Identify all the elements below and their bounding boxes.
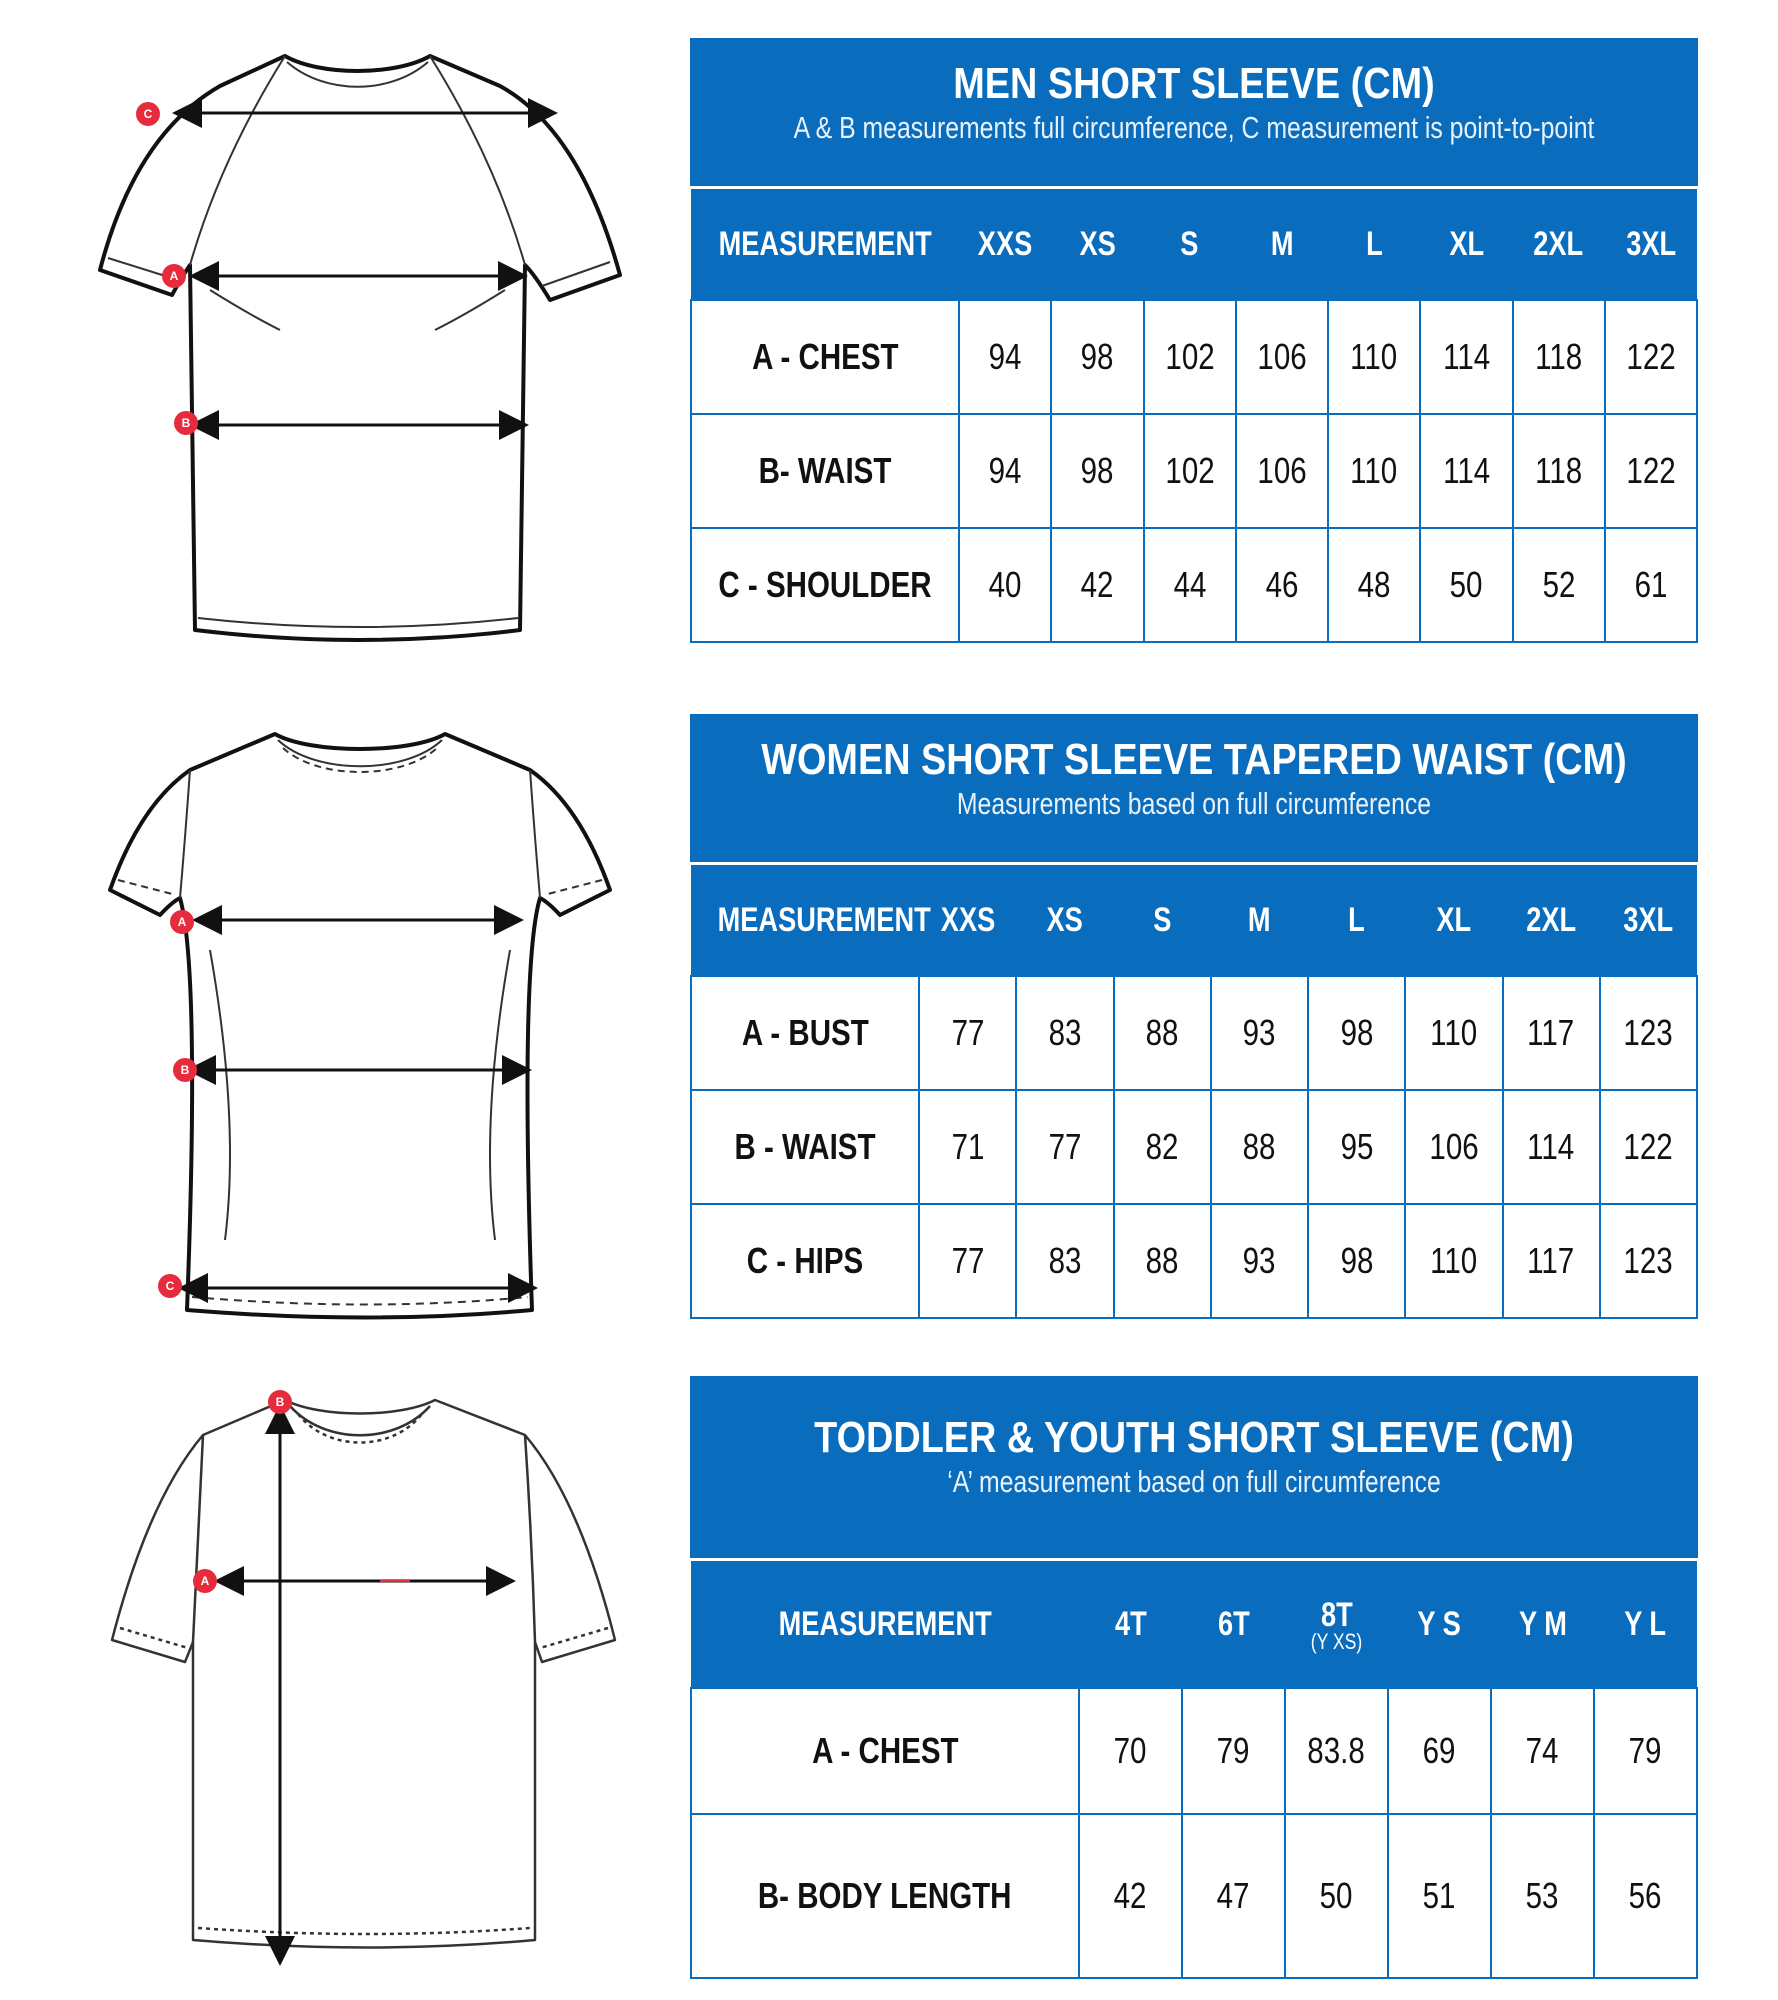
table-cell: 44 xyxy=(1144,528,1236,642)
table-cell: 42 xyxy=(1079,1814,1182,1978)
table-cell: 122 xyxy=(1605,414,1697,528)
chart-subtitle: ‘A’ measurement based on full circumference xyxy=(947,1464,1441,1499)
row-label: B- WAIST xyxy=(691,414,959,528)
table-cell: 82 xyxy=(1114,1090,1211,1204)
column-header: XS xyxy=(1051,189,1143,300)
table-cell: 117 xyxy=(1503,1204,1600,1318)
table-cell: 118 xyxy=(1513,300,1605,414)
table-cell: 95 xyxy=(1308,1090,1405,1204)
table-cell: 106 xyxy=(1236,414,1328,528)
column-header: M xyxy=(1236,189,1328,300)
table-cell: 61 xyxy=(1605,528,1697,642)
table-cell: 48 xyxy=(1328,528,1420,642)
marker-b: B xyxy=(180,1063,190,1077)
row-label: C - HIPS xyxy=(691,1204,919,1318)
table-cell: 123 xyxy=(1600,1204,1697,1318)
womens-tapered-tshirt-figure xyxy=(80,720,640,1340)
header-row xyxy=(691,189,1697,300)
table-cell: 110 xyxy=(1328,414,1420,528)
mens-raglan-tshirt-figure xyxy=(80,40,640,670)
column-header: MEASUREMENT xyxy=(691,1561,1079,1688)
table-cell: 40 xyxy=(959,528,1051,642)
marker-b: B xyxy=(181,416,191,430)
table-row xyxy=(691,414,1697,528)
women-size-chart xyxy=(690,714,1698,1319)
chart-subtitle: A & B measurements full circumference, C measurement is point-to-point xyxy=(793,110,1595,145)
column-header: Y M xyxy=(1491,1561,1594,1688)
column-header: S xyxy=(1144,189,1236,300)
table-cell: 77 xyxy=(1016,1090,1113,1204)
column-header: M xyxy=(1211,865,1308,976)
chart-title: WOMEN SHORT SLEEVE TAPERED WAIST (CM) xyxy=(761,735,1627,784)
column-header: L xyxy=(1328,189,1420,300)
table-cell: 102 xyxy=(1144,300,1236,414)
table-cell: 98 xyxy=(1051,300,1143,414)
table-cell: 47 xyxy=(1182,1814,1285,1978)
header-row xyxy=(691,865,1697,976)
chart-title: MEN SHORT SLEEVE (CM) xyxy=(953,59,1435,108)
table-cell: 114 xyxy=(1503,1090,1600,1204)
column-header: XL xyxy=(1420,189,1512,300)
row-label: A - BUST xyxy=(691,976,919,1090)
table-cell: 110 xyxy=(1405,1204,1502,1318)
chart-subtitle: Measurements based on full circumference xyxy=(956,786,1432,821)
column-header: Y L xyxy=(1594,1561,1697,1688)
chart-header xyxy=(690,714,1698,862)
marker-a: A xyxy=(200,1574,210,1588)
marker-c: C xyxy=(143,107,153,121)
row-label: A - CHEST xyxy=(691,1688,1079,1814)
table-cell: 94 xyxy=(959,300,1051,414)
row-label: B - WAIST xyxy=(691,1090,919,1204)
table-row xyxy=(691,1688,1697,1814)
table-cell: 98 xyxy=(1308,1204,1405,1318)
table-cell: 50 xyxy=(1285,1814,1388,1978)
table-cell: 79 xyxy=(1182,1688,1285,1814)
table-cell: 77 xyxy=(919,976,1016,1090)
table-cell: 53 xyxy=(1491,1814,1594,1978)
table-row xyxy=(691,300,1697,414)
table-cell: 110 xyxy=(1405,976,1502,1090)
table-cell: 122 xyxy=(1600,1090,1697,1204)
table-cell: 110 xyxy=(1328,300,1420,414)
size-table xyxy=(690,865,1698,1319)
womens-tapered-tshirt-icon xyxy=(80,720,640,1340)
table-cell: 94 xyxy=(959,414,1051,528)
table-cell: 123 xyxy=(1600,976,1697,1090)
column-header: L xyxy=(1308,865,1405,976)
table-cell: 42 xyxy=(1051,528,1143,642)
youth-tshirt-icon xyxy=(80,1380,640,1980)
men-size-chart xyxy=(690,38,1698,643)
mens-raglan-tshirt-icon xyxy=(80,40,640,670)
marker-a: A xyxy=(169,269,179,283)
table-cell: 69 xyxy=(1388,1688,1491,1814)
column-header: S xyxy=(1114,865,1211,976)
column-header: XS xyxy=(1016,865,1113,976)
table-cell: 98 xyxy=(1051,414,1143,528)
table-cell: 117 xyxy=(1503,976,1600,1090)
table-cell: 88 xyxy=(1211,1090,1308,1204)
table-cell: 122 xyxy=(1605,300,1697,414)
table-cell: 52 xyxy=(1513,528,1605,642)
table-cell: 56 xyxy=(1594,1814,1697,1978)
table-cell: 83.8 xyxy=(1285,1688,1388,1814)
table-cell: 77 xyxy=(919,1204,1016,1318)
table-row xyxy=(691,1814,1697,1978)
marker-c: C xyxy=(165,1279,175,1293)
column-note: (Y XS) xyxy=(1310,1628,1363,1654)
table-cell: 88 xyxy=(1114,1204,1211,1318)
table-cell: 74 xyxy=(1491,1688,1594,1814)
table-cell: 83 xyxy=(1016,976,1113,1090)
table-row xyxy=(691,976,1697,1090)
table-cell: 114 xyxy=(1420,300,1512,414)
table-cell: 106 xyxy=(1236,300,1328,414)
table-cell: 83 xyxy=(1016,1204,1113,1318)
column-header: 2XL xyxy=(1513,189,1605,300)
table-row xyxy=(691,1090,1697,1204)
column-header: XXS xyxy=(919,865,1016,976)
column-header: 4T xyxy=(1079,1561,1182,1688)
size-table xyxy=(690,189,1698,643)
chart-header xyxy=(690,1376,1698,1558)
marker-a: A xyxy=(177,915,187,929)
column-header: Y S xyxy=(1388,1561,1491,1688)
table-cell: 102 xyxy=(1144,414,1236,528)
column-header: 6T xyxy=(1182,1561,1285,1688)
row-label: A - CHEST xyxy=(691,300,959,414)
table-cell: 118 xyxy=(1513,414,1605,528)
column-header: 3XL xyxy=(1600,865,1697,976)
table-cell: 98 xyxy=(1308,976,1405,1090)
table-cell: 46 xyxy=(1236,528,1328,642)
table-row xyxy=(691,528,1697,642)
table-cell: 71 xyxy=(919,1090,1016,1204)
row-label: C - SHOULDER xyxy=(691,528,959,642)
youth-size-chart xyxy=(690,1376,1698,1979)
column-header: 3XL xyxy=(1605,189,1697,300)
column-header: XXS xyxy=(959,189,1051,300)
table-cell: 51 xyxy=(1388,1814,1491,1978)
youth-tshirt-figure xyxy=(80,1380,640,1980)
chart-title: TODDLER & YOUTH SHORT SLEEVE (CM) xyxy=(814,1413,1574,1462)
table-cell: 50 xyxy=(1420,528,1512,642)
size-table xyxy=(690,1561,1698,1979)
column-header: 2XL xyxy=(1503,865,1600,976)
table-cell: 79 xyxy=(1594,1688,1697,1814)
column-header: XL xyxy=(1405,865,1502,976)
table-cell: 88 xyxy=(1114,976,1211,1090)
table-cell: 114 xyxy=(1420,414,1512,528)
table-cell: 93 xyxy=(1211,976,1308,1090)
header-row xyxy=(691,1561,1697,1688)
column-header: MEASUREMENT xyxy=(691,189,959,300)
column-header: MEASUREMENT xyxy=(691,865,919,976)
table-cell: 70 xyxy=(1079,1688,1182,1814)
table-cell: 106 xyxy=(1405,1090,1502,1204)
marker-b: B xyxy=(275,1395,285,1409)
row-label: B- BODY LENGTH xyxy=(691,1814,1079,1978)
chart-header xyxy=(690,38,1698,186)
table-cell: 93 xyxy=(1211,1204,1308,1318)
column-header: 8T (Y XS) xyxy=(1285,1561,1388,1688)
table-row xyxy=(691,1204,1697,1318)
